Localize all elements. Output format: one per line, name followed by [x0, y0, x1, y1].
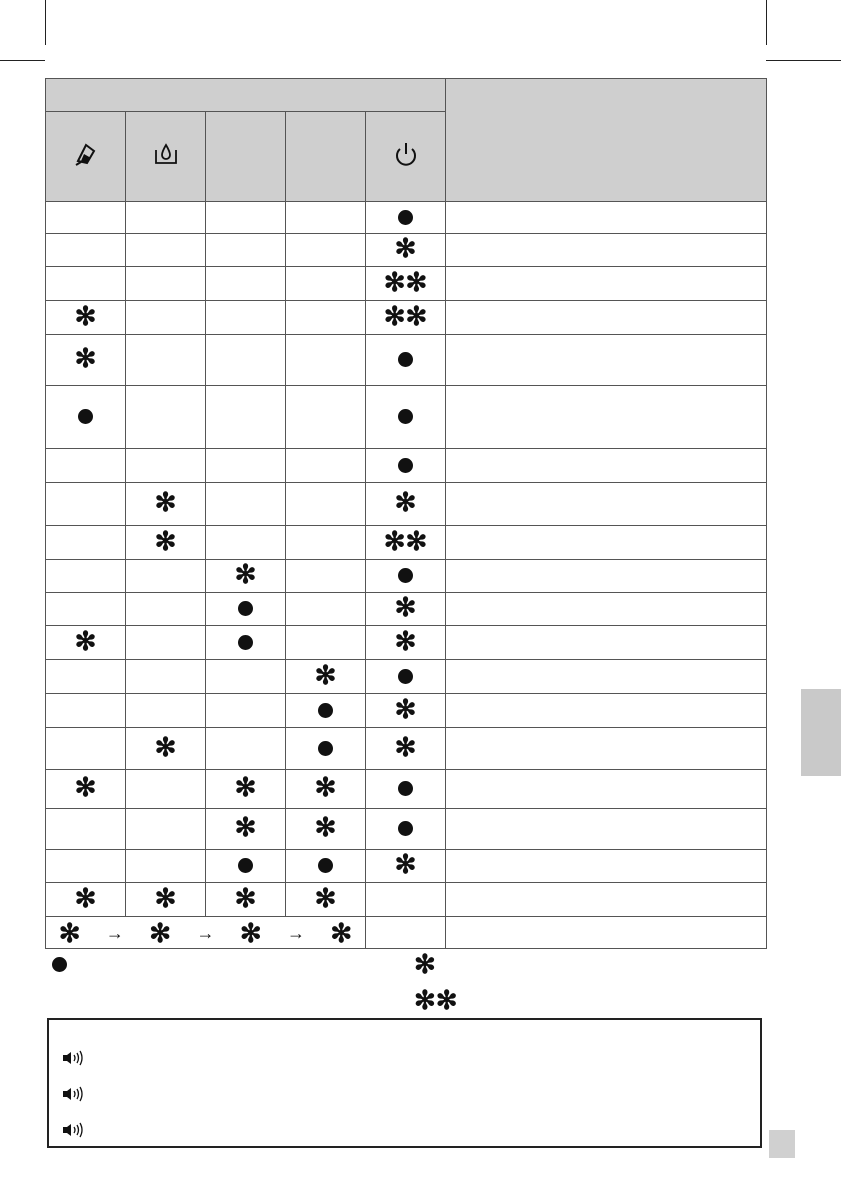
indicator-cell	[126, 560, 206, 593]
indicator-cell	[286, 809, 366, 850]
indicator-on-dot	[398, 352, 413, 367]
power-icon	[393, 140, 419, 168]
indicator-cell	[126, 449, 206, 483]
indicator-on-dot	[318, 741, 333, 756]
indicator-cell	[46, 267, 126, 301]
indicator-cell	[46, 202, 126, 234]
blink-star-icon: ✻	[74, 882, 97, 913]
blink-star-icon: ✻	[74, 300, 97, 331]
indicator-cell	[286, 850, 366, 883]
indicator-cell	[286, 335, 366, 386]
blink-star-icon: ✻	[330, 917, 353, 948]
status-description	[446, 526, 767, 560]
indicator-cell	[126, 883, 206, 917]
legend-double-star	[414, 985, 466, 1015]
indicator-on-dot	[398, 568, 413, 583]
blink-star-icon: ✻	[314, 772, 337, 802]
indicator-cell	[366, 770, 446, 809]
crop-mark	[766, 60, 841, 61]
power-indicator-cell	[366, 917, 446, 949]
water-tank-column-header	[126, 112, 206, 202]
blink-star-icon: ✻	[74, 772, 97, 802]
column-3-header	[206, 112, 286, 202]
indicator-cell	[206, 335, 286, 386]
indicator-cell	[286, 694, 366, 728]
water-tank-icon	[153, 142, 179, 166]
indicator-cell	[206, 560, 286, 593]
blink-star-icon: ✻	[234, 882, 257, 913]
blink-star-icon: ✻	[314, 659, 337, 690]
status-description	[446, 660, 767, 694]
arrow-right-icon: →	[196, 922, 215, 943]
fast-blink-star-icon: ✻✻	[383, 525, 428, 556]
indicator-on-dot	[398, 409, 413, 424]
indicator-cell	[126, 660, 206, 694]
blink-star-icon: ✻	[149, 917, 172, 948]
indicator-cell	[126, 202, 206, 234]
status-row	[46, 386, 767, 449]
speaker-icon	[61, 1050, 83, 1066]
indicator-cell	[126, 483, 206, 526]
blink-star-icon: ✻	[234, 812, 257, 842]
indicator-cell	[126, 526, 206, 560]
arrow-right-icon: →	[287, 922, 306, 943]
indicator-on-dot	[398, 458, 413, 473]
indicator-on-dot	[318, 858, 333, 873]
indicator-cell	[46, 301, 126, 335]
indicator-cell	[206, 202, 286, 234]
indicator-cell	[46, 386, 126, 449]
indicator-on-dot	[398, 821, 413, 836]
indicator-on-dot	[238, 601, 253, 616]
indicator-cell	[206, 234, 286, 267]
legend-star	[414, 949, 444, 979]
status-row	[46, 560, 767, 593]
indicator-cell	[366, 660, 446, 694]
indicator-cell	[126, 335, 206, 386]
indicator-cell	[206, 593, 286, 626]
indicator-cell	[126, 809, 206, 850]
status-row	[46, 626, 767, 660]
status-row	[46, 234, 767, 267]
status-description	[446, 234, 767, 267]
blink-star-icon: ✻	[154, 882, 177, 913]
indicator-cell	[366, 809, 446, 850]
indicator-cell	[366, 267, 446, 301]
indicator-cell	[286, 449, 366, 483]
indicator-cell	[366, 560, 446, 593]
indicator-cell	[206, 626, 286, 660]
indicator-cell	[366, 626, 446, 660]
status-description	[446, 593, 767, 626]
status-row	[46, 809, 767, 850]
blink-star-icon: ✻	[394, 592, 417, 622]
indicator-cell	[286, 883, 366, 917]
indicator-cell	[206, 660, 286, 694]
fast-blink-star-icon: ✻✻	[383, 266, 428, 297]
indicator-cell	[46, 560, 126, 593]
status-description	[446, 483, 767, 526]
status-description	[446, 809, 767, 850]
indicator-cell	[206, 770, 286, 809]
status-row	[46, 770, 767, 809]
indicator-cell	[366, 386, 446, 449]
blink-star-icon: ✻	[394, 487, 417, 517]
blink-star-icon: ✻	[394, 731, 417, 762]
indicator-group-header	[46, 79, 446, 112]
fast-blink-star-icon: ✻✻	[383, 300, 428, 331]
indicator-cell	[126, 850, 206, 883]
indicator-cell	[366, 883, 446, 917]
indicator-cell	[286, 626, 366, 660]
column-4-header	[286, 112, 366, 202]
blink-star-icon: ✻	[58, 917, 81, 948]
indicator-cell	[206, 809, 286, 850]
crop-mark	[0, 60, 45, 61]
indicator-on-dot	[318, 703, 333, 718]
indicator-cell	[206, 526, 286, 560]
status-row	[46, 728, 767, 770]
indicator-cell	[126, 626, 206, 660]
indicator-cell	[286, 483, 366, 526]
indicator-cell	[126, 386, 206, 449]
indicator-cell	[366, 483, 446, 526]
indicator-cell	[366, 694, 446, 728]
sound-notes-box	[47, 1018, 762, 1148]
status-description	[446, 626, 767, 660]
indicator-cell	[286, 593, 366, 626]
indicator-cell	[206, 386, 286, 449]
indicator-on-dot	[78, 409, 93, 424]
indicator-cell	[366, 202, 446, 234]
indicator-cell	[286, 267, 366, 301]
blink-star-icon: ✻	[74, 343, 97, 373]
status-description	[446, 850, 767, 883]
blink-star-icon: ✻	[394, 849, 417, 879]
indicator-cell	[206, 694, 286, 728]
status-row	[46, 593, 767, 626]
indicator-cell	[286, 526, 366, 560]
status-description	[446, 386, 767, 449]
indicator-on-dot	[398, 669, 413, 684]
arrow-right-icon: →	[105, 922, 124, 943]
status-description	[446, 728, 767, 770]
status-row	[46, 850, 767, 883]
indicator-cell	[46, 770, 126, 809]
indicator-cell	[46, 526, 126, 560]
status-description	[446, 694, 767, 728]
indicator-cell	[46, 883, 126, 917]
indicator-cell	[126, 234, 206, 267]
indicator-cell	[46, 694, 126, 728]
blink-star-icon: ✻	[394, 625, 417, 656]
status-row	[46, 483, 767, 526]
blink-star-icon: ✻	[154, 731, 177, 762]
indicator-cell	[286, 234, 366, 267]
indicator-cell	[46, 449, 126, 483]
speaker-icon	[61, 1122, 83, 1138]
page-number-tab	[769, 1130, 795, 1158]
cleaning-column-header	[46, 112, 126, 202]
status-row	[46, 301, 767, 335]
blink-star-icon: ✻	[234, 772, 257, 802]
indicator-cell	[366, 234, 446, 267]
indicator-cell	[46, 809, 126, 850]
indicator-cell	[46, 234, 126, 267]
blink-star-icon: ✻	[394, 693, 417, 724]
indicator-cell	[126, 301, 206, 335]
status-row	[46, 694, 767, 728]
indicator-cell	[286, 301, 366, 335]
indicator-cell	[46, 593, 126, 626]
indicator-cell	[126, 267, 206, 301]
indicator-cell	[286, 728, 366, 770]
indicator-cell	[126, 770, 206, 809]
status-row	[46, 335, 767, 386]
sound-note	[61, 1050, 91, 1066]
sound-note	[61, 1086, 91, 1102]
blink-star-icon: ✻	[74, 625, 97, 656]
indicator-cell	[46, 626, 126, 660]
indicator-cell	[366, 526, 446, 560]
indicator-cell	[126, 593, 206, 626]
crop-mark	[766, 0, 767, 45]
indicator-cell	[286, 386, 366, 449]
indicator-cell	[366, 850, 446, 883]
indicator-cell	[206, 267, 286, 301]
status-row	[46, 660, 767, 694]
status-row	[46, 883, 767, 917]
indicator-cell	[286, 560, 366, 593]
indicator-cell	[46, 850, 126, 883]
indicator-cell	[126, 728, 206, 770]
indicator-on-dot	[52, 957, 67, 972]
status-description	[446, 202, 767, 234]
indicator-cell	[366, 593, 446, 626]
status-description	[446, 335, 767, 386]
indicator-cell	[206, 883, 286, 917]
indicator-cell	[206, 449, 286, 483]
indicator-cell	[286, 660, 366, 694]
indicator-cell	[206, 301, 286, 335]
indicator-cell	[46, 728, 126, 770]
status-description	[446, 917, 767, 949]
indicator-on-dot	[398, 210, 413, 225]
blink-star-icon: ✻	[314, 812, 337, 842]
blink-star-icon: ✻	[234, 559, 257, 589]
cleaning-icon	[73, 141, 99, 167]
status-description	[446, 770, 767, 809]
indicator-cell	[366, 301, 446, 335]
blink-star-icon: ✻	[154, 487, 177, 517]
indicator-cell	[46, 335, 126, 386]
indicator-cell	[46, 660, 126, 694]
indicator-cell	[126, 694, 206, 728]
crop-mark	[45, 0, 46, 45]
status-row	[46, 267, 767, 301]
indicator-cell	[366, 449, 446, 483]
legend-dot	[52, 954, 75, 974]
power-column-header	[366, 112, 446, 202]
status-row	[46, 202, 767, 234]
blink-star-icon: ✻	[314, 882, 337, 913]
indicator-cell	[366, 335, 446, 386]
status-row	[46, 526, 767, 560]
indicator-cell	[206, 483, 286, 526]
sound-note	[61, 1122, 91, 1138]
status-description	[446, 301, 767, 335]
indicator-on-dot	[398, 781, 413, 796]
section-tab	[801, 689, 841, 776]
indicator-cell	[46, 483, 126, 526]
indicator-cell	[286, 202, 366, 234]
status-description	[446, 560, 767, 593]
indicator-cell	[206, 728, 286, 770]
fast-blink-star-icon: ✻✻	[414, 985, 458, 1015]
description-header	[446, 79, 767, 202]
status-row	[46, 449, 767, 483]
indicator-on-dot	[238, 635, 253, 650]
status-description	[446, 449, 767, 483]
indicator-cell	[366, 728, 446, 770]
status-description	[446, 883, 767, 917]
blink-star-icon: ✻	[154, 525, 177, 556]
blink-star-icon: ✻	[414, 949, 436, 979]
indicator-cell	[286, 770, 366, 809]
status-row	[46, 917, 767, 949]
indicator-cell	[206, 850, 286, 883]
status-table	[45, 78, 767, 949]
indicator-on-dot	[238, 858, 253, 873]
blink-star-icon: ✻	[394, 233, 417, 263]
blink-star-icon: ✻	[239, 917, 262, 948]
speaker-icon	[61, 1086, 83, 1102]
sequence-cell	[46, 917, 366, 949]
status-description	[446, 267, 767, 301]
